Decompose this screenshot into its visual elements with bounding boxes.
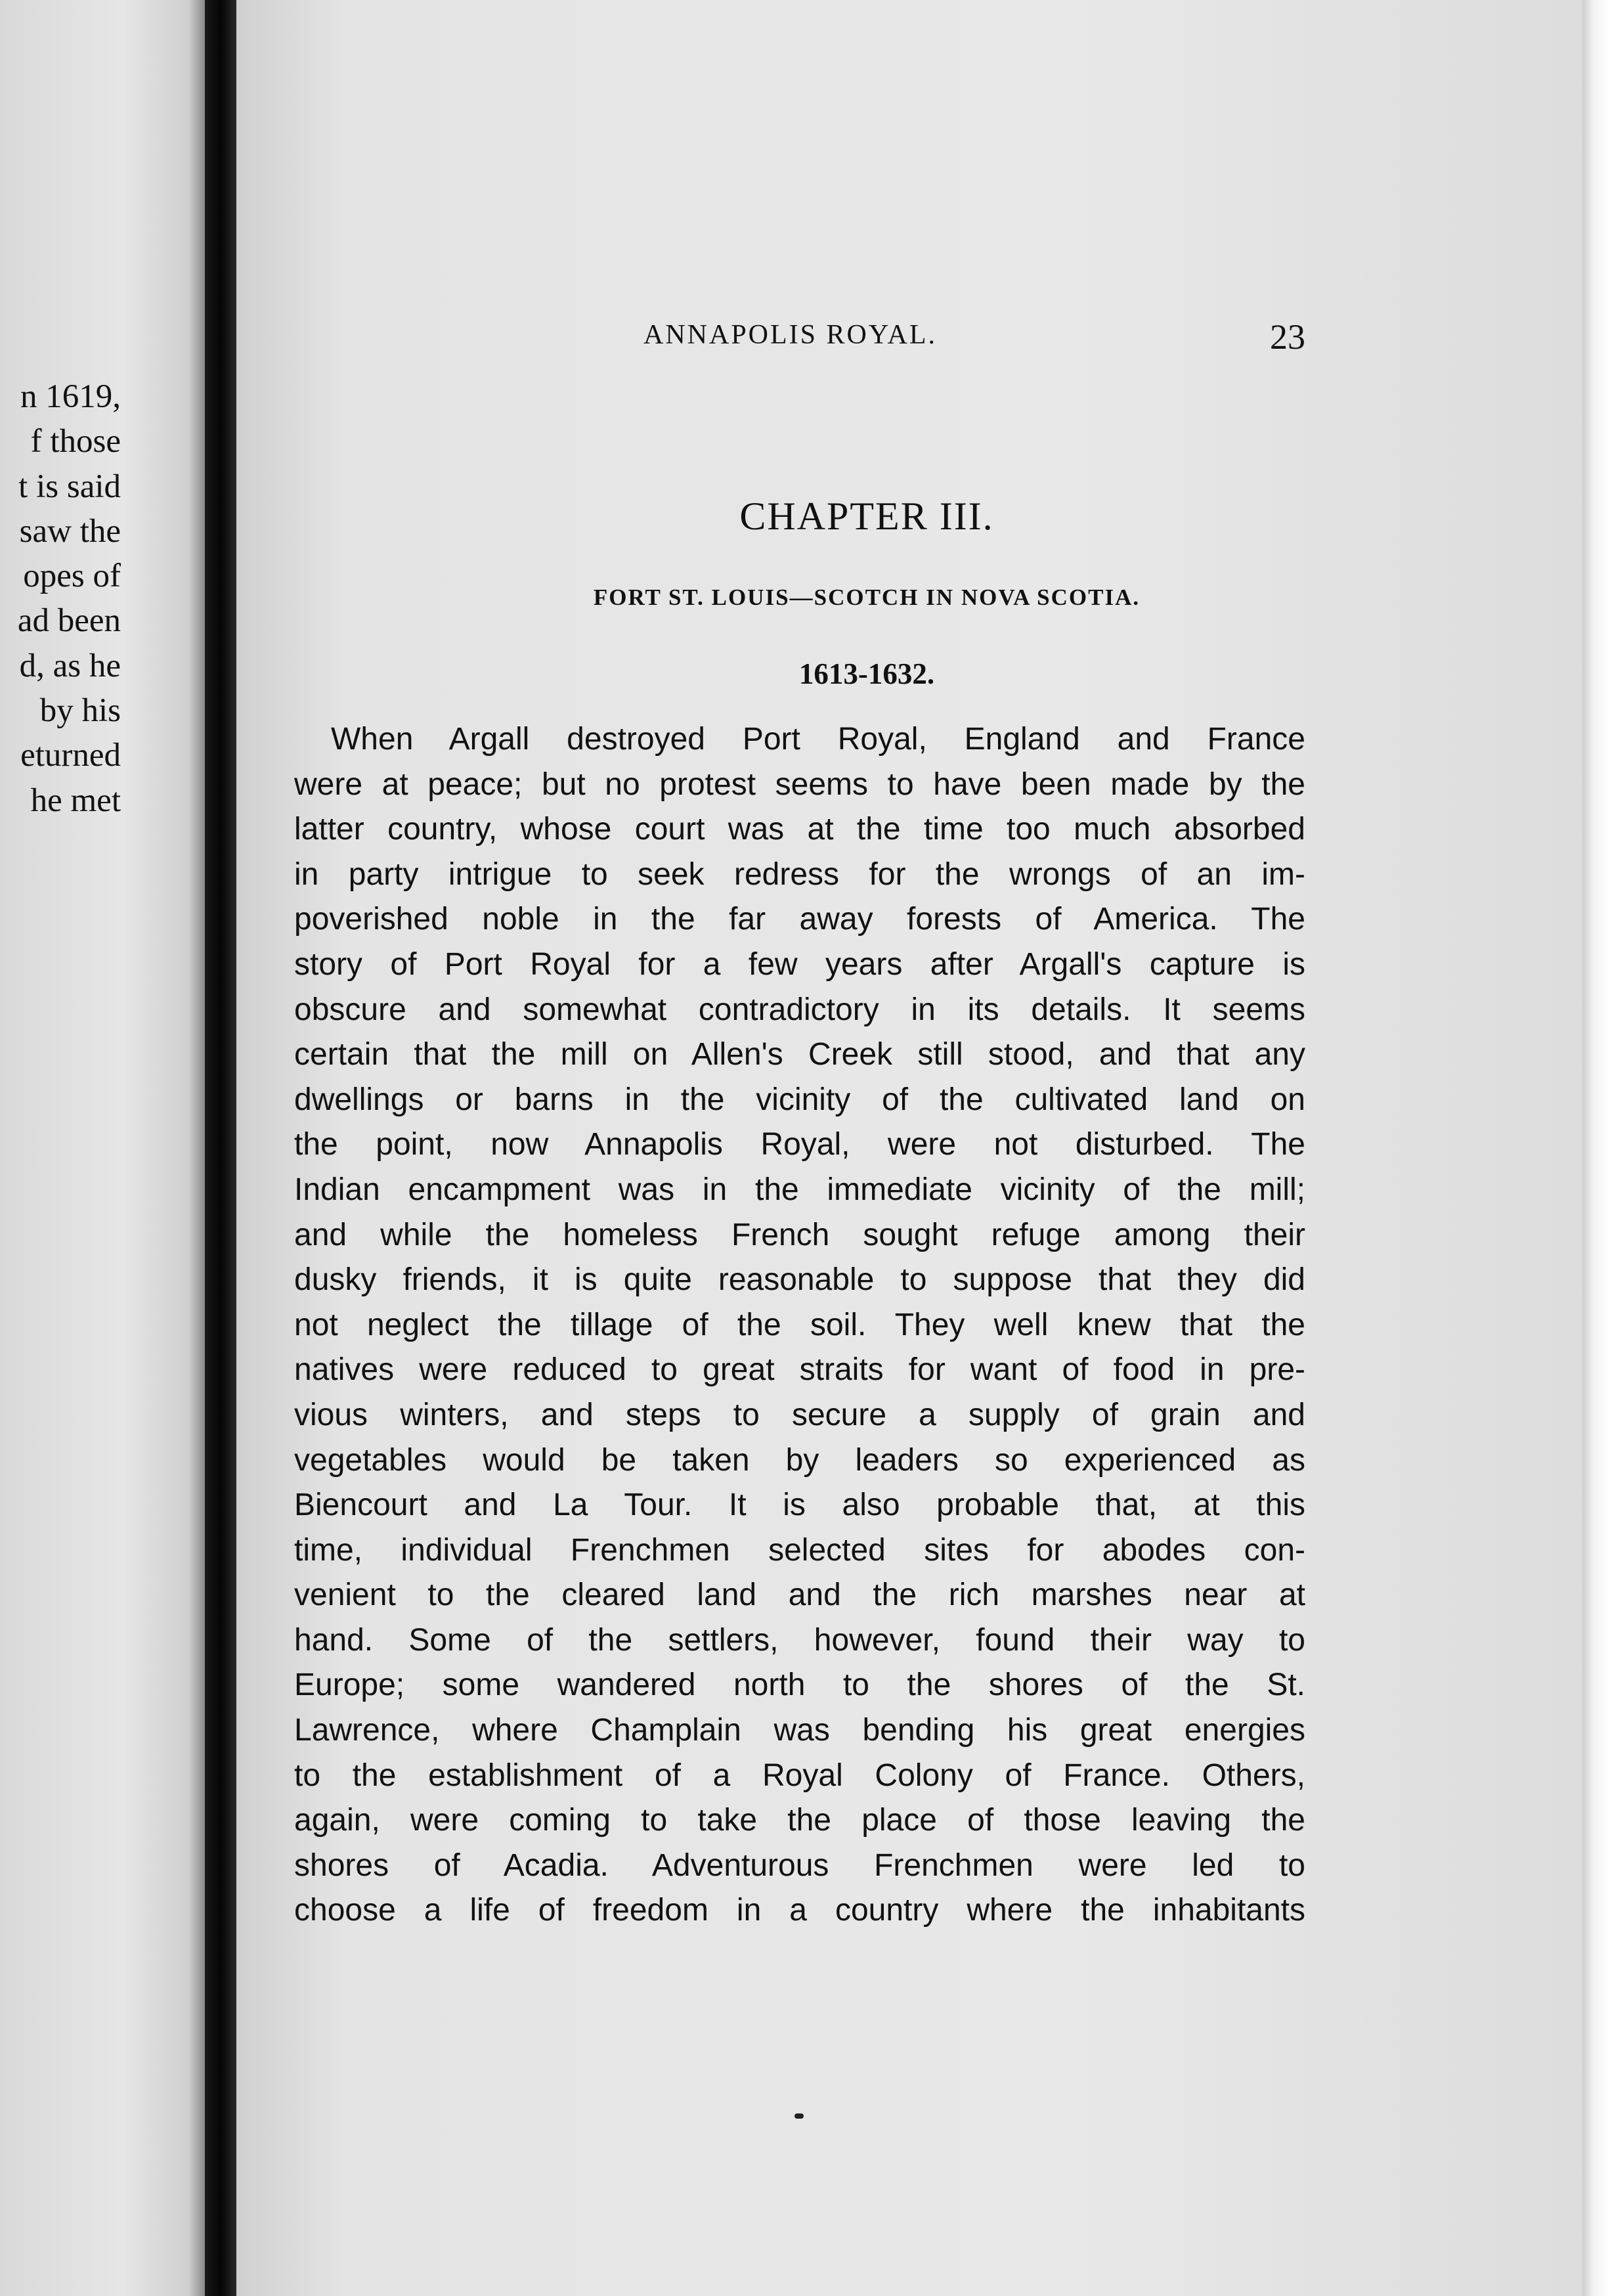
text-line: time, individual Frenchmen selected sites for abodes con- xyxy=(294,1532,1305,1568)
text-line: dwellings or barns in the vicinity of the cultivated land on xyxy=(294,1082,1305,1117)
chapter-title: CHAPTER III. xyxy=(739,495,994,538)
body-paragraph xyxy=(294,717,1305,1933)
text-line: dusky friends, it is quite reasonable to suppose that they did xyxy=(294,1262,1305,1298)
text-line: Lawrence, where Champlain was bending his great energies xyxy=(294,1713,1305,1748)
text-line: hand. Some of the settlers, however, found their way to xyxy=(294,1622,1305,1658)
chapter-subtitle: FORT ST. LOUIS—SCOTCH IN NOVA SCOTIA. xyxy=(593,585,1141,610)
text-line: vegetables would be taken by leaders so experienced as xyxy=(294,1442,1305,1478)
text-line: When Argall destroyed Port Royal, England and France xyxy=(331,722,1305,757)
text-line: Biencourt and La Tour. It is also probable that, at this xyxy=(294,1488,1305,1523)
text-line: certain that the mill on Allen's Creek still stood, and that any xyxy=(294,1037,1305,1072)
left-page-line: opes of xyxy=(23,558,121,595)
text-line: obscure and somewhat contradictory in its details. It seems xyxy=(294,992,1305,1027)
page-edge xyxy=(1582,0,1610,2296)
left-facing-page xyxy=(0,0,205,2296)
text-line: choose a life of freedom in a country where the inhabitants xyxy=(294,1893,1305,1928)
text-line: and while the homeless French sought refuge among their xyxy=(294,1217,1305,1252)
text-line: were at peace; but no protest seems to have been made by the xyxy=(294,766,1305,802)
chapter-dates: 1613-1632. xyxy=(798,657,935,690)
left-page-line: ad been xyxy=(17,602,121,640)
text-line: shores of Acadia. Adventurous Frenchmen were led to xyxy=(294,1847,1305,1883)
text-line: to the establishment of a Royal Colony of France. Others, xyxy=(294,1757,1305,1793)
left-page-line: by his xyxy=(39,692,121,730)
left-page-text xyxy=(18,374,121,823)
text-line: vious winters, and steps to secure a supply of grain and xyxy=(294,1397,1305,1432)
ink-speck xyxy=(794,2113,804,2119)
running-header: ANNAPOLIS ROYAL. xyxy=(643,320,938,350)
text-line: latter country, whose court was at the time too much absorbed xyxy=(294,812,1305,847)
text-line: the point, now Annapolis Royal, were not disturbed. The xyxy=(294,1127,1305,1162)
text-line: Europe; some wandered north to the shores of the St. xyxy=(294,1667,1305,1703)
main-page xyxy=(236,0,1610,2296)
text-line: again, were coming to take the place of those leaving the xyxy=(294,1803,1305,1838)
left-page-line: n 1619, xyxy=(20,378,121,415)
text-line: natives were reduced to great straits for want of food in pre- xyxy=(294,1352,1305,1388)
left-page-line: saw the xyxy=(19,512,121,550)
left-page-line: t is said xyxy=(18,468,121,505)
text-line: not neglect the tillage of the soil. They well knew that the xyxy=(294,1307,1305,1342)
text-line: poverished noble in the far away forests of America. The xyxy=(294,902,1305,937)
text-line: in party intrigue to seek redress for the wrongs of an im- xyxy=(294,856,1305,892)
text-line: Indian encampment was in the immediate vicinity of the mill; xyxy=(294,1172,1305,1207)
book-gutter xyxy=(205,0,236,2296)
page-number: 23 xyxy=(1270,317,1305,357)
text-line: story of Port Royal for a few years after Argall's capture is xyxy=(294,946,1305,982)
text-line: venient to the cleared land and the rich marshes near at xyxy=(294,1578,1305,1613)
left-page-line: f those xyxy=(30,423,121,460)
left-page-line: he met xyxy=(30,782,121,819)
left-page-line: d, as he xyxy=(19,647,121,684)
left-page-line: eturned xyxy=(20,737,121,774)
